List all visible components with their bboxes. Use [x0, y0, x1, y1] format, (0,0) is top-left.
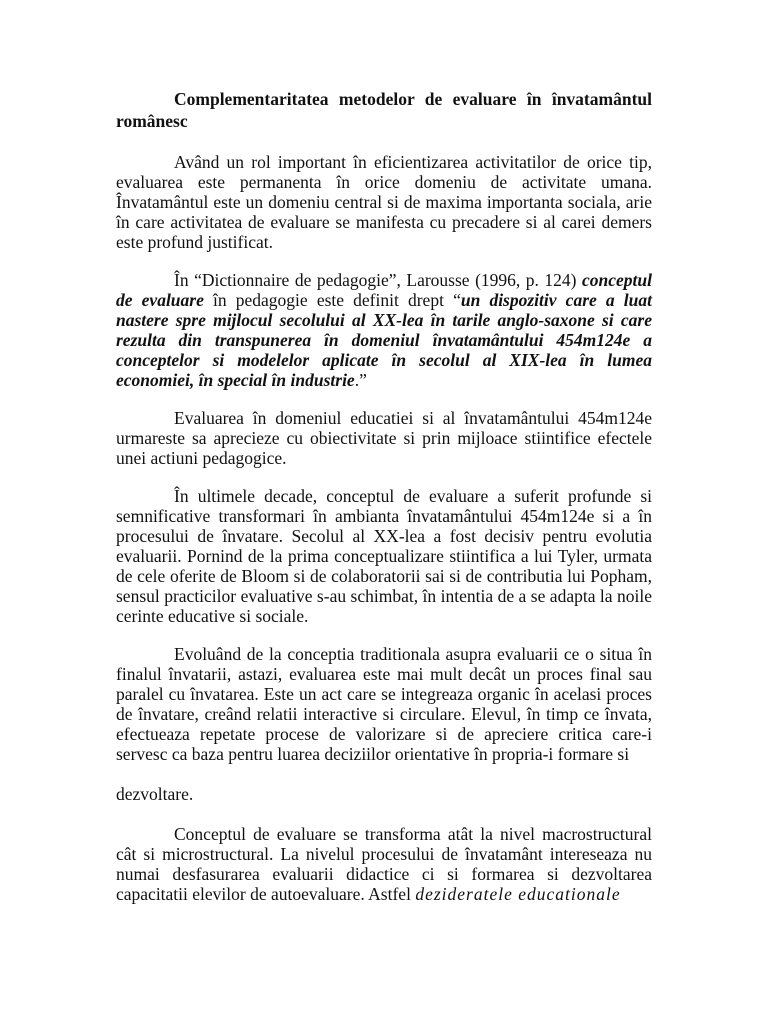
- paragraph-7-text: Conceptul de evaluare se transforma atât la nivel macrostructural cât si microstructural. La nivelul procesului de învatamânt intereseaza nu numai desfasurarea evaluarii didactice ci si formarea si dezvoltarea capacitatii elevilor de autoevaluare. Astfel: [116, 824, 652, 904]
- educational-desiderata: dezideratele educationale: [415, 884, 621, 904]
- paragraph-7: [116, 824, 652, 904]
- concept-term: conceptul de evaluare: [116, 270, 652, 310]
- paragraph-2: [116, 270, 652, 390]
- paragraph-2-intro: În “Dictionnaire de pedagogie”, Larousse (1996, p. 124): [174, 270, 582, 290]
- paragraph-3: Evaluarea în domeniul educatiei si al învatamântului 454m124e urmareste sa aprecieze cu obiectivitate si prin mijloace stiintifice efectele unei actiuni pedagogice.: [116, 408, 652, 468]
- paragraph-2-middle: în pedagogie este definit drept “: [203, 290, 461, 310]
- paragraph-1: Având un rol important în eficientizarea activitatilor de orice tip, evaluarea este permanenta în orice domeniu de activitate umana. Învatamântul este un domeniu central si de maxima importanta sociala, arie în care activitatea de evaluare se manifesta cu precadere si al carei demers este profund justificat.: [116, 152, 652, 252]
- document-title: Complementaritatea metodelor de evaluare în învatamântul românesc: [116, 89, 652, 131]
- definition-quote: un dispozitiv care a luat nastere spre mijlocul secolului al XX-lea în tarile anglo-saxone si care rezulta din transpunerea în domeniul învatamântului 454m124e a conceptelor si modelelor aplicate în secolul al XIX-lea în lumea economiei, în special în industrie: [116, 290, 652, 390]
- paragraph-6: dezvoltare.: [116, 784, 194, 804]
- paragraph-5: Evoluând de la conceptia traditionala asupra evaluarii ce o situa în finalul învatarii, astazi, evaluarea este mai mult decât un proces final sau paralel cu învatarea. Este un act care se integreaza organic în acelasi proces de învatare, creând relatii interactive si circulare. Elevul, în timp ce învata, efectueaza repetate procese de valorizare si de apreciere critica care-i servesc ca baza pentru luarea deciziilor orientative în propria-i formare si: [116, 644, 652, 764]
- document-page: [116, 88, 652, 922]
- paragraph-4: În ultimele decade, conceptul de evaluare a suferit profunde si semnificative transformari în ambianta învatamântului 454m124e si a în procesului de învatare. Secolul al XX-lea a fost decisiv pentru evolutia evaluarii. Pornind de la prima conceptualizare stiintifica a lui Tyler, urmata de cele oferite de Bloom si de colaboratorii sai si de contributia lui Popham, sensul practicilor evaluative s-au schimbat, în intentia de a se adapta la noile cerinte educative si sociale.: [116, 486, 652, 626]
- paragraph-2-end: .”: [354, 370, 367, 390]
